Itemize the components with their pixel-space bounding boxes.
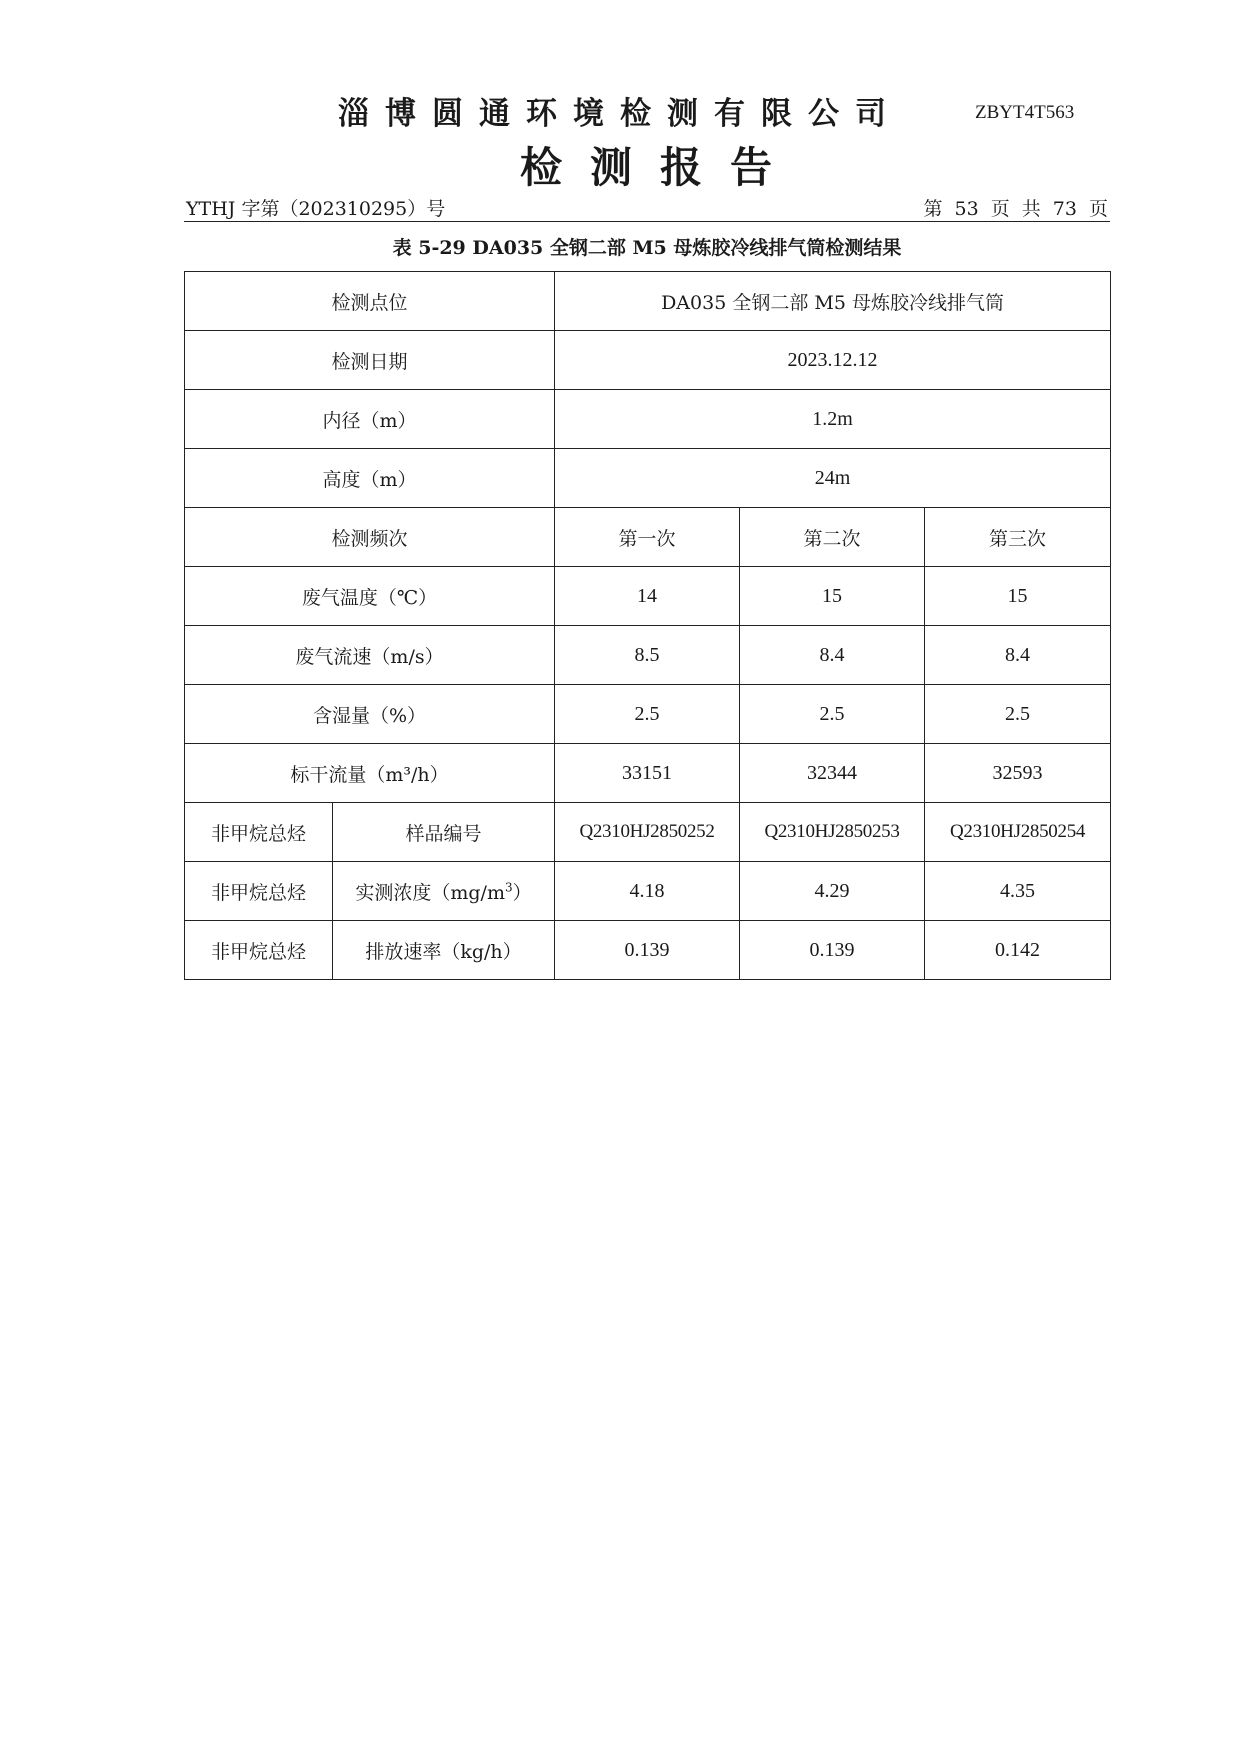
param-value: 32593	[925, 744, 1111, 803]
concentration-value: 4.18	[555, 862, 740, 921]
table-row	[185, 508, 1111, 567]
frequency-label: 检测频次	[185, 508, 555, 567]
concentration-value: 4.35	[925, 862, 1111, 921]
pollutant-name: 非甲烷总烃	[185, 921, 333, 980]
report-code: ZBYT4T563	[975, 102, 1075, 123]
param-value: 32344	[740, 744, 925, 803]
unit-superscript: 3	[504, 880, 513, 895]
table-row	[185, 567, 1111, 626]
concentration-label-tail: ）	[512, 881, 532, 904]
info-value: DA035 全钢二部 M5 母炼胶冷线排气筒	[555, 272, 1111, 331]
info-value: 24m	[555, 449, 1111, 508]
param-value: 33151	[555, 744, 740, 803]
param-value: 8.4	[740, 626, 925, 685]
table-row	[185, 272, 1111, 331]
info-label: 检测点位	[185, 272, 555, 331]
table-row	[185, 449, 1111, 508]
table-row	[185, 862, 1111, 921]
info-label: 检测日期	[185, 331, 555, 390]
info-label: 高度（m）	[185, 449, 555, 508]
run-header: 第一次	[555, 508, 740, 567]
pollutant-row-label	[333, 862, 555, 921]
param-value: 8.5	[555, 626, 740, 685]
report-title: 检测报告	[520, 143, 801, 192]
sample-id: Q2310HJ2850252	[555, 803, 740, 862]
param-value: 15	[740, 567, 925, 626]
pollutant-row-label: 样品编号	[333, 803, 555, 862]
param-value: 14	[555, 567, 740, 626]
table-row	[185, 803, 1111, 862]
results-table	[184, 271, 1111, 980]
pollutant-name: 非甲烷总烃	[185, 862, 333, 921]
run-header: 第二次	[740, 508, 925, 567]
info-label: 内径（m）	[185, 390, 555, 449]
sample-id: Q2310HJ2850254	[925, 803, 1111, 862]
param-label: 废气温度（℃）	[185, 567, 555, 626]
report-reference-number: YTHJ 字第（202310295）号	[186, 198, 446, 220]
table-row	[185, 744, 1111, 803]
sample-id: Q2310HJ2850253	[740, 803, 925, 862]
page-number: 第 53 页 共 73 页	[923, 198, 1108, 220]
param-value: 2.5	[925, 685, 1111, 744]
concentration-label: 实测浓度（mg/m	[355, 881, 505, 904]
param-value: 2.5	[740, 685, 925, 744]
param-label: 含湿量（%）	[185, 685, 555, 744]
param-label: 标干流量（m³/h）	[185, 744, 555, 803]
param-value: 15	[925, 567, 1111, 626]
concentration-value: 4.29	[740, 862, 925, 921]
table-row	[185, 331, 1111, 390]
emission-rate-value: 0.139	[740, 921, 925, 980]
table-row	[185, 626, 1111, 685]
header-divider	[184, 221, 1110, 222]
table-row	[185, 390, 1111, 449]
info-value: 2023.12.12	[555, 331, 1111, 390]
param-label: 废气流速（m/s）	[185, 626, 555, 685]
emission-rate-value: 0.139	[555, 921, 740, 980]
run-header: 第三次	[925, 508, 1111, 567]
pollutant-name: 非甲烷总烃	[185, 803, 333, 862]
param-value: 2.5	[555, 685, 740, 744]
table-caption: 表 5-29 DA035 全钢二部 M5 母炼胶冷线排气筒检测结果	[392, 237, 902, 259]
info-value: 1.2m	[555, 390, 1111, 449]
pollutant-row-label: 排放速率（kg/h）	[333, 921, 555, 980]
table-row	[185, 685, 1111, 744]
emission-rate-value: 0.142	[925, 921, 1111, 980]
table-row	[185, 921, 1111, 980]
company-name: 淄博圆通环境检测有限公司	[338, 96, 902, 132]
param-value: 8.4	[925, 626, 1111, 685]
